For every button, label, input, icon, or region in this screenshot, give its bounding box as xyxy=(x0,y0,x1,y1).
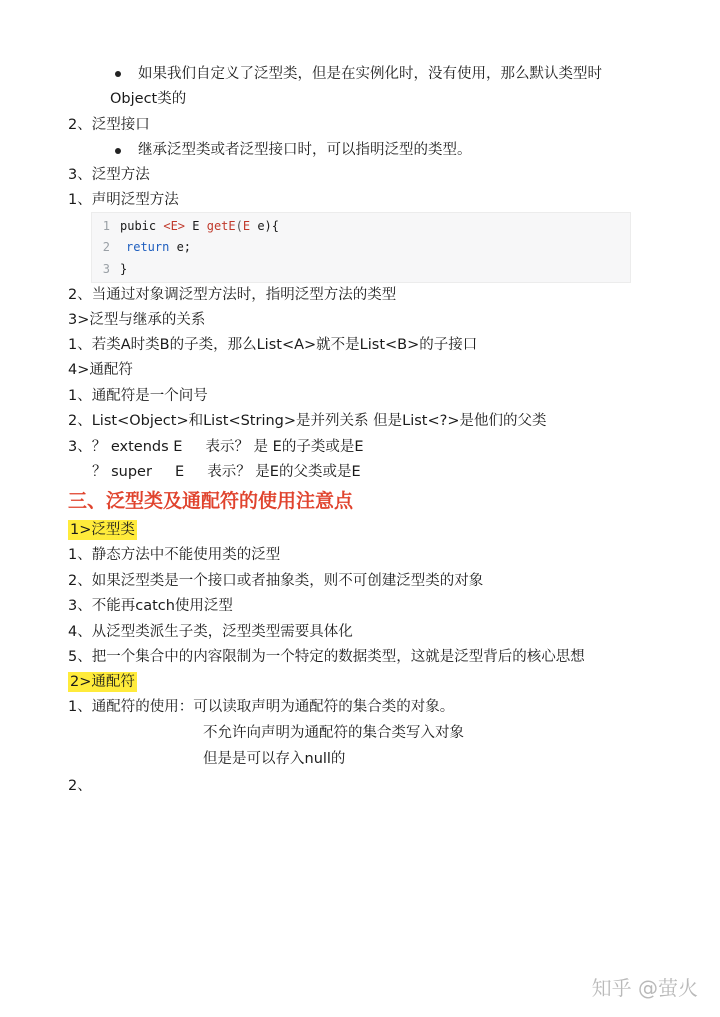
line-number: 3 xyxy=(102,262,110,276)
list-item: 4、从泛型类派生子类，泛型类型需要具体化 xyxy=(68,624,353,640)
line-number: 2 xyxy=(102,240,110,254)
code-token: <E> xyxy=(163,219,186,233)
list-item: 1、静态方法中不能使用类的泛型 xyxy=(68,547,281,563)
code-token: e; xyxy=(169,240,192,254)
list-item: 1、通配符的使用：可以读取声明为通配符的集合类的对象。 xyxy=(68,699,455,715)
code-token: ( xyxy=(235,219,243,233)
subsection-title: 3>泛型与继承的关系 xyxy=(68,312,206,328)
list-item: 3、？ extends E 表示？ 是 E的子类或是E xyxy=(68,439,364,455)
list-item-continued: 但是是可以存入null的 xyxy=(203,751,346,767)
line-number: 1 xyxy=(102,219,110,233)
list-item: 1、声明泛型方法 xyxy=(68,192,179,208)
list-item: 5、把一个集合中的内容限制为一个特定的数据类型，这就是泛型背后的核心思想 xyxy=(68,649,585,665)
bullet-text-continued: Object类的 xyxy=(110,91,187,107)
section-heading: 三、泛型类及通配符的使用注意点 xyxy=(68,490,354,512)
section-title: 3、泛型方法 xyxy=(68,167,150,183)
list-item: 2、当通过对象调泛型方法时，指明泛型方法的类型 xyxy=(68,287,397,303)
bullet-dot xyxy=(115,71,121,77)
list-item: 3、不能再catch使用泛型 xyxy=(68,598,233,614)
code-token: E xyxy=(185,219,207,233)
list-item: ？ super E 表示？ 是E的父类或是E xyxy=(92,464,361,480)
code-line xyxy=(92,237,191,257)
bullet-dot xyxy=(115,148,121,154)
list-item: 1、若类A时类B的子类，那么List<A>就不是List<B>的子接口 xyxy=(68,337,478,353)
code-line xyxy=(92,216,279,236)
code-token: } xyxy=(120,262,128,276)
highlighted-label: 2>通配符 xyxy=(70,674,135,690)
watermark: 知乎 @萤火 xyxy=(591,976,698,1000)
code-line xyxy=(92,259,127,279)
bullet-text: 继承泛型类或者泛型接口时，可以指明泛型的类型。 xyxy=(138,142,472,158)
section-title: 2、泛型接口 xyxy=(68,117,150,133)
code-token: e){ xyxy=(250,219,280,233)
list-item-continued: 不允许向声明为通配符的集合类写入对象 xyxy=(203,725,464,741)
code-token: getE xyxy=(206,219,236,233)
code-token: E xyxy=(242,219,251,233)
bullet-text: 如果我们自定义了泛型类，但是在实例化时，没有使用，那么默认类型时 xyxy=(138,66,602,82)
list-item: 1、通配符是一个问号 xyxy=(68,388,208,404)
code-token: pubic xyxy=(120,219,164,233)
list-item: 2、List<Object>和List<String>是并列关系 但是List<?>是他们的父类 xyxy=(68,413,547,429)
highlighted-label: 1>泛型类 xyxy=(70,522,135,538)
code-block xyxy=(91,212,631,283)
code-token: return xyxy=(126,240,170,254)
list-item: 2、如果泛型类是一个接口或者抽象类，则不可创建泛型类的对象 xyxy=(68,573,484,589)
subsection-title: 4>通配符 xyxy=(68,362,133,378)
list-item: 2、 xyxy=(68,778,92,794)
